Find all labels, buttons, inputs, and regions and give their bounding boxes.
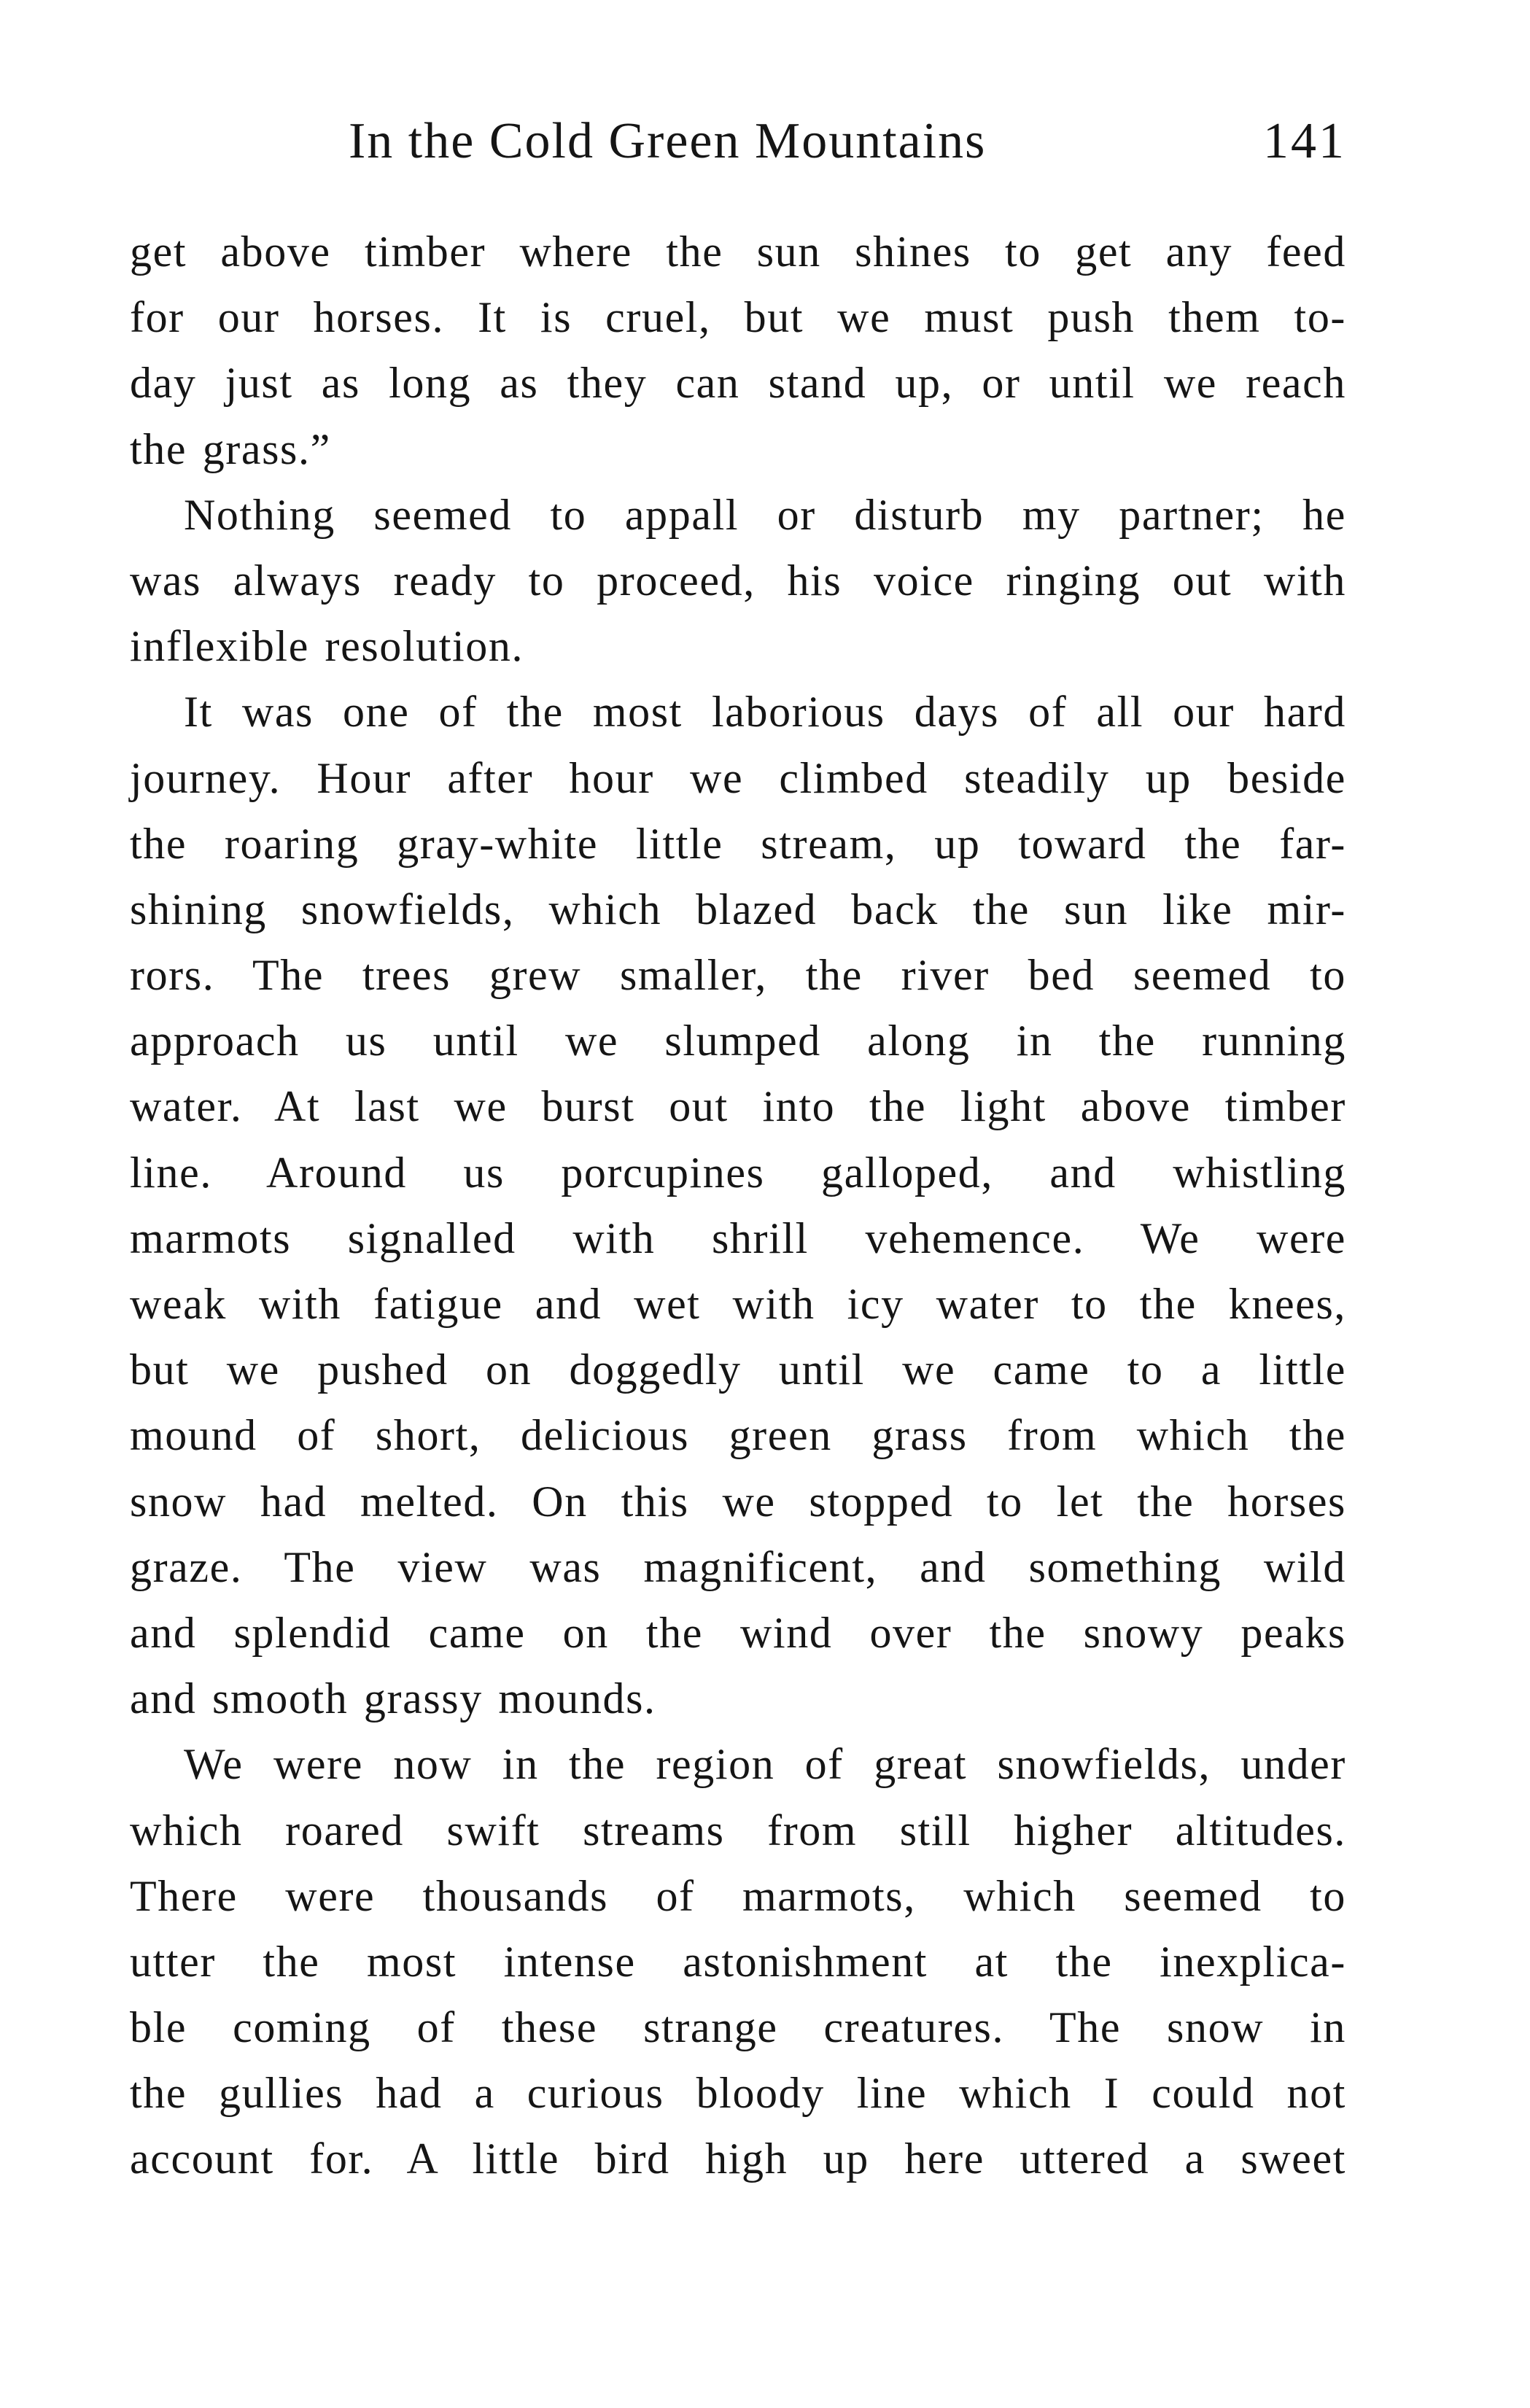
text-line: day just as long as they can stand up, or until we reach [130, 359, 1346, 408]
text-line: journey. Hour after hour we climbed steadily up beside [130, 753, 1346, 802]
text-line: There were thousands of marmots, which seemed to [130, 1871, 1346, 1920]
text-line: utter the most intense astonishment at the inexplica- [130, 1937, 1346, 1986]
text-line: for our horses. It is cruel, but we must push them to- [130, 293, 1346, 342]
text-line: rors. The trees grew smaller, the river bed seemed to [130, 951, 1346, 1000]
text-line: We were now in the region of great snowfields, under [184, 1740, 1346, 1789]
running-head [349, 106, 1346, 176]
text-line: marmots signalled with shrill vehemence. We were [130, 1213, 1346, 1262]
text-line: the gullies had a curious bloody line which I could not [130, 2069, 1346, 2118]
text-line: It was one of the most laborious days of all our hard [184, 688, 1346, 737]
text-line: and splendid came on the wind over the snowy peaks [130, 1608, 1346, 1657]
chapter-title: In the Cold Green Mountains [349, 113, 987, 169]
text-line: which roared swift streams from still higher altitudes. [130, 1806, 1346, 1854]
body-text [130, 219, 1346, 2192]
text-line: Nothing seemed to appall or disturb my partner; he [184, 490, 1346, 539]
text-line: graze. The view was magnificent, and something wild [130, 1542, 1346, 1591]
text-line: mound of short, delicious green grass from which the [130, 1411, 1346, 1460]
page-number: 141 [1263, 113, 1346, 169]
text-line: get above timber where the sun shines to get any feed [130, 228, 1346, 276]
text-line: the roaring gray-white little stream, up toward the far- [130, 819, 1346, 868]
text-line: shining snowfields, which blazed back the sun like mir- [130, 885, 1346, 933]
text-line: was always ready to proceed, his voice ringing out with [130, 556, 1346, 605]
text-line: weak with fatigue and wet with icy water to the knees, [130, 1280, 1346, 1328]
text-line: water. At last we burst out into the light above timber [130, 1082, 1346, 1131]
text-line: snow had melted. On this we stopped to let the horses [130, 1477, 1346, 1526]
text-line: the grass.” [130, 424, 331, 473]
text-line: approach us until we slumped along in the running [130, 1017, 1346, 1065]
text-line: but we pushed on doggedly until we came to a little [130, 1345, 1346, 1394]
text-line: line. Around us porcupines galloped, and whistling [130, 1148, 1346, 1197]
text-line: inflexible resolution. [130, 622, 524, 671]
text-line: and smooth grassy mounds. [130, 1674, 656, 1723]
text-line: account for. A little bird high up here uttered a sweet [130, 2135, 1346, 2183]
text-line: ble coming of these strange creatures. The snow in [130, 2003, 1346, 2052]
